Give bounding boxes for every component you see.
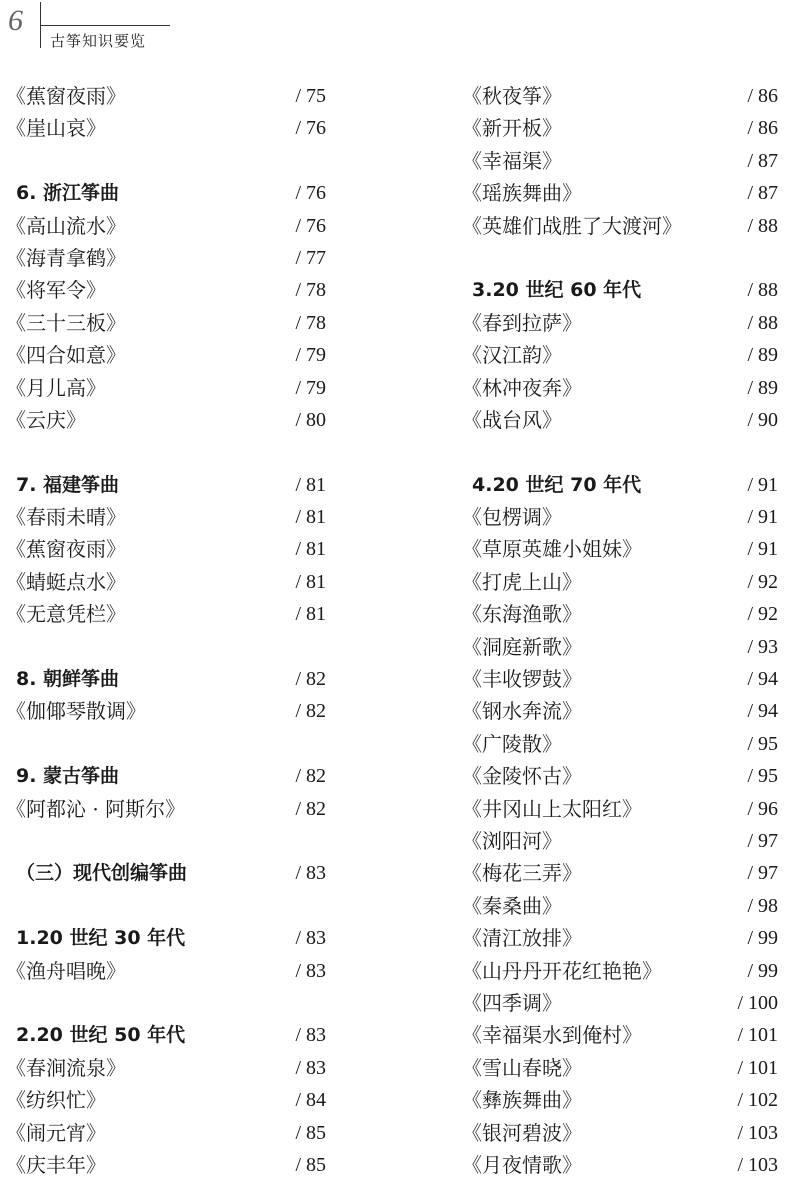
toc-entry[interactable] — [462, 760, 778, 792]
entry-title: 《包楞调》 — [462, 505, 562, 530]
section-title: 8. 朝鲜筝曲 — [16, 668, 120, 691]
entry-title: 《无意凭栏》 — [6, 602, 126, 627]
page-reference: / 96 — [747, 793, 778, 825]
entry-title: 《草原英雄小姐妹》 — [462, 537, 642, 562]
toc-entry[interactable] — [462, 210, 778, 242]
toc-section-heading[interactable] — [6, 663, 326, 695]
entry-title: 《春涧流泉》 — [6, 1055, 126, 1080]
entry-title: 《海青拿鹤》 — [6, 245, 126, 270]
toc-entry[interactable] — [462, 1117, 778, 1149]
page-reference: / 92 — [747, 598, 778, 630]
toc-entry[interactable] — [462, 177, 778, 209]
entry-title: 《蕉窗夜雨》 — [6, 537, 126, 562]
toc-entry[interactable] — [6, 1149, 326, 1181]
toc-section-heading[interactable] — [6, 177, 326, 209]
section-title: 4.20 世纪 70 年代 — [472, 473, 642, 496]
page-reference: / 88 — [747, 210, 778, 242]
page-reference: / 90 — [747, 404, 778, 436]
entry-title: 《井冈山上太阳红》 — [462, 796, 642, 821]
page-reference: / 99 — [747, 955, 778, 987]
toc-entry[interactable] — [462, 695, 778, 727]
toc-entry[interactable] — [6, 372, 326, 404]
toc-entry[interactable] — [6, 1052, 326, 1084]
page-reference: / 91 — [747, 533, 778, 565]
toc-entry[interactable] — [462, 1084, 778, 1116]
toc-entry[interactable] — [6, 274, 326, 306]
entry-title: 《清江放排》 — [462, 926, 582, 951]
toc-section-heading[interactable] — [462, 469, 778, 501]
toc-section-heading[interactable] — [462, 274, 778, 306]
page-reference: / 88 — [747, 307, 778, 339]
section-title: 2.20 世纪 50 年代 — [16, 1024, 186, 1047]
page-reference: / 81 — [295, 469, 326, 501]
toc-section-heading[interactable] — [6, 1019, 326, 1051]
entry-title: 《梅花三弄》 — [462, 861, 582, 886]
toc-entry[interactable] — [462, 890, 778, 922]
toc-entry[interactable] — [6, 404, 326, 436]
toc-entry[interactable] — [6, 793, 326, 825]
page-reference: / 82 — [295, 793, 326, 825]
page-reference: / 95 — [747, 760, 778, 792]
page-reference: / 88 — [747, 274, 778, 306]
toc-entry[interactable] — [462, 663, 778, 695]
toc-entry[interactable] — [6, 210, 326, 242]
page-reference: / 76 — [295, 177, 326, 209]
page-reference: / 83 — [295, 857, 326, 889]
entry-title: 《渔舟唱晚》 — [6, 958, 126, 983]
page-reference: / 77 — [295, 242, 326, 274]
toc-entry[interactable] — [6, 80, 326, 112]
toc-entry[interactable] — [462, 598, 778, 630]
entry-title: 《月夜情歌》 — [462, 1152, 582, 1177]
toc-section-heading[interactable] — [6, 922, 326, 954]
page-reference: / 84 — [295, 1084, 326, 1116]
page-number: 6 — [8, 4, 23, 37]
toc-spacer — [6, 825, 326, 857]
entry-title: 《崖山哀》 — [6, 116, 106, 141]
entry-title: 《蜻蜓点水》 — [6, 569, 126, 594]
toc-spacer — [462, 436, 778, 468]
page-reference: / 97 — [747, 857, 778, 889]
page-reference: / 81 — [295, 501, 326, 533]
section-title: （三）现代创编筝曲 — [16, 862, 188, 885]
page-reference: / 87 — [747, 145, 778, 177]
entry-title: 《高山流水》 — [6, 213, 126, 238]
toc-entry[interactable] — [462, 404, 778, 436]
toc-entry[interactable] — [462, 728, 778, 760]
page-reference: / 82 — [295, 760, 326, 792]
toc-entry[interactable] — [462, 631, 778, 663]
page-reference: / 103 — [737, 1149, 778, 1181]
section-title: 1.20 世纪 30 年代 — [16, 927, 186, 950]
entry-title: 《钢水奔流》 — [462, 699, 582, 724]
page-reference: / 79 — [295, 339, 326, 371]
page-reference: / 85 — [295, 1117, 326, 1149]
entry-title: 《秋夜筝》 — [462, 84, 562, 108]
entry-title: 《银河碧波》 — [462, 1120, 582, 1145]
page-reference: / 99 — [747, 922, 778, 954]
toc-entry[interactable] — [6, 339, 326, 371]
entry-title: 《新开板》 — [462, 116, 562, 141]
entry-title: 《丰收锣鼓》 — [462, 667, 582, 692]
page-reference: / 76 — [295, 112, 326, 144]
page-reference: / 83 — [295, 1019, 326, 1051]
entry-title: 《将军令》 — [6, 278, 106, 303]
toc-entry[interactable] — [462, 533, 778, 565]
page-reference: / 86 — [747, 80, 778, 112]
toc-entry[interactable] — [6, 112, 326, 144]
entry-title: 《浏阳河》 — [462, 828, 562, 853]
entry-title: 《伽倻琴散调》 — [6, 699, 146, 724]
page-reference: / 82 — [295, 695, 326, 727]
page-reference: / 94 — [747, 663, 778, 695]
entry-title: 《雪山春晓》 — [462, 1055, 582, 1080]
toc-spacer — [462, 242, 778, 274]
toc-entry[interactable] — [6, 1117, 326, 1149]
toc-entry[interactable] — [6, 1084, 326, 1116]
toc-entry[interactable] — [6, 955, 326, 987]
entry-title: 《四季调》 — [462, 990, 562, 1015]
page-reference: / 81 — [295, 566, 326, 598]
toc-spacer — [6, 890, 326, 922]
toc-entry[interactable] — [462, 1019, 778, 1051]
page-reference: / 97 — [747, 825, 778, 857]
page-reference: / 75 — [295, 80, 326, 112]
toc-entry[interactable] — [6, 598, 326, 630]
entry-title: 《春到拉萨》 — [462, 310, 582, 335]
toc-entry[interactable] — [6, 501, 326, 533]
entry-title: 《林冲夜奔》 — [462, 375, 582, 400]
toc-entry[interactable] — [6, 695, 326, 727]
page-reference: / 87 — [747, 177, 778, 209]
page-reference: / 81 — [295, 598, 326, 630]
toc-entry[interactable] — [6, 533, 326, 565]
section-title: 9. 蒙古筝曲 — [16, 765, 120, 788]
section-title: 6. 浙江筝曲 — [16, 182, 120, 205]
toc-left-column — [6, 80, 326, 1181]
toc-spacer — [6, 436, 326, 468]
page-reference: / 92 — [747, 566, 778, 598]
entry-title: 《广陵散》 — [462, 731, 562, 756]
page-reference: / 102 — [737, 1084, 778, 1116]
toc-section-heading[interactable] — [6, 760, 326, 792]
toc-right-column — [462, 80, 778, 1181]
header-horizontal-rule — [40, 25, 170, 26]
entry-title: 《三十三板》 — [6, 310, 126, 335]
toc-entry[interactable] — [462, 307, 778, 339]
toc-entry[interactable] — [462, 566, 778, 598]
entry-title: 《打虎上山》 — [462, 569, 582, 594]
toc-spacer — [6, 987, 326, 1019]
page-reference: / 82 — [295, 663, 326, 695]
page-reference: / 89 — [747, 339, 778, 371]
entry-title: 《瑶族舞曲》 — [462, 181, 582, 206]
toc-section-heading[interactable] — [6, 469, 326, 501]
toc-spacer — [6, 728, 326, 760]
running-book-title: 古筝知识要览 — [50, 32, 147, 50]
page-reference: / 76 — [295, 210, 326, 242]
entry-title: 《英雄们战胜了大渡河》 — [462, 213, 682, 238]
entry-title: 《蕉窗夜雨》 — [6, 84, 126, 108]
page-reference: / 83 — [295, 955, 326, 987]
entry-title: 《彝族舞曲》 — [462, 1088, 582, 1113]
page-reference: / 85 — [295, 1149, 326, 1181]
toc-entry[interactable] — [462, 339, 778, 371]
entry-title: 《东海渔歌》 — [462, 602, 582, 627]
toc-spacer — [6, 145, 326, 177]
toc-entry[interactable] — [462, 793, 778, 825]
entry-title: 《月儿高》 — [6, 375, 106, 400]
toc-spacer — [6, 631, 326, 663]
entry-title: 《山丹丹开花红艳艳》 — [462, 958, 662, 983]
toc-entry[interactable] — [462, 1149, 778, 1181]
entry-title: 《金陵怀古》 — [462, 764, 582, 789]
toc-entry[interactable] — [462, 1052, 778, 1084]
entry-title: 《四合如意》 — [6, 343, 126, 368]
page-reference: / 93 — [747, 631, 778, 663]
entry-title: 《阿都沁 · 阿斯尔》 — [6, 796, 186, 821]
entry-title: 《纺织忙》 — [6, 1088, 106, 1113]
toc-entry[interactable] — [6, 242, 326, 274]
page-reference: / 91 — [747, 469, 778, 501]
page-reference: / 83 — [295, 922, 326, 954]
page-reference: / 91 — [747, 501, 778, 533]
toc-entry[interactable] — [6, 307, 326, 339]
page-reference: / 78 — [295, 307, 326, 339]
toc-entry[interactable] — [462, 857, 778, 889]
toc-entry[interactable] — [462, 501, 778, 533]
page-reference: / 95 — [747, 728, 778, 760]
page-reference: / 101 — [737, 1019, 778, 1051]
toc-entry[interactable] — [6, 566, 326, 598]
page-reference: / 86 — [747, 112, 778, 144]
entry-title: 《春雨未晴》 — [6, 505, 126, 530]
toc-entry[interactable] — [462, 825, 778, 857]
toc-entry[interactable] — [462, 955, 778, 987]
toc-entry[interactable] — [462, 922, 778, 954]
entry-title: 《幸福渠水到俺村》 — [462, 1023, 642, 1048]
page-reference: / 78 — [295, 274, 326, 306]
page-reference: / 80 — [295, 404, 326, 436]
page-reference: / 79 — [295, 372, 326, 404]
entry-title: 《云庆》 — [6, 407, 86, 432]
entry-title: 《汉江韵》 — [462, 343, 562, 368]
entry-title: 《闹元宵》 — [6, 1120, 106, 1145]
toc-entry[interactable] — [462, 145, 778, 177]
toc-entry[interactable] — [462, 372, 778, 404]
entry-title: 《洞庭新歌》 — [462, 634, 582, 659]
section-title: 3.20 世纪 60 年代 — [472, 279, 642, 302]
section-title: 7. 福建筝曲 — [16, 473, 120, 496]
entry-title: 《庆丰年》 — [6, 1152, 106, 1177]
page-header — [0, 0, 790, 60]
page-reference: / 103 — [737, 1117, 778, 1149]
page-reference: / 100 — [737, 987, 778, 1019]
page-reference: / 101 — [737, 1052, 778, 1084]
page-reference: / 81 — [295, 533, 326, 565]
page-reference: / 83 — [295, 1052, 326, 1084]
page-reference: / 98 — [747, 890, 778, 922]
entry-title: 《秦桑曲》 — [462, 893, 562, 918]
page-reference: / 94 — [747, 695, 778, 727]
toc-entry[interactable] — [462, 80, 778, 112]
entry-title: 《幸福渠》 — [462, 148, 562, 173]
toc-entry[interactable] — [462, 112, 778, 144]
toc-section-heading[interactable] — [6, 857, 326, 889]
entry-title: 《战台风》 — [462, 407, 562, 432]
page-reference: / 89 — [747, 372, 778, 404]
toc-entry[interactable] — [462, 987, 778, 1019]
